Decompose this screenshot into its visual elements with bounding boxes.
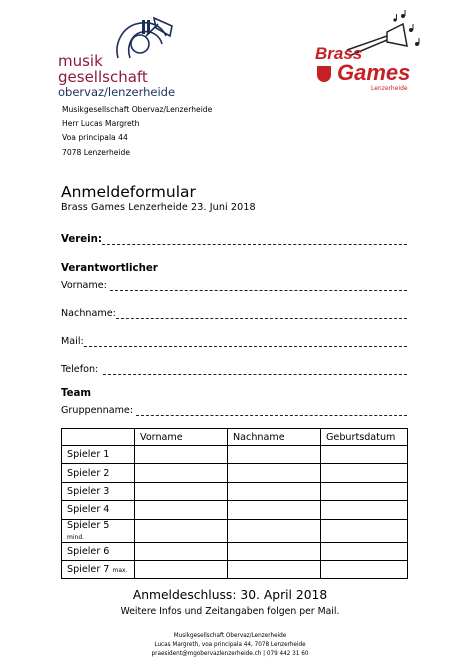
player-note: max.	[112, 567, 128, 575]
brass-games-logo	[307, 10, 425, 92]
nachname-cell[interactable]	[228, 560, 321, 578]
footer-line: Lucas Margreth, voa principala 44, 7078 Lenzerheide	[154, 641, 306, 648]
vorname-input-line[interactable]	[110, 281, 407, 291]
nachname-cell[interactable]	[228, 482, 321, 500]
table-header-cell: Vorname	[135, 429, 228, 446]
vorname-cell[interactable]	[135, 519, 228, 542]
mail-field	[61, 333, 407, 347]
verein-input-line[interactable]	[102, 235, 407, 245]
gruppenname-input-line[interactable]	[136, 406, 407, 416]
players-table	[61, 428, 408, 579]
form-title: Anmeldeformular	[61, 183, 196, 201]
table-row	[62, 501, 408, 519]
table-header-row	[62, 429, 408, 446]
player-label	[62, 519, 135, 542]
player-label	[62, 501, 135, 519]
mail-label: Mail:	[61, 336, 84, 347]
nachname-input-line[interactable]	[116, 309, 407, 319]
nachname-field	[61, 305, 407, 319]
address-block	[62, 103, 212, 160]
table-row	[62, 464, 408, 482]
table-header-cell: Nachname	[228, 429, 321, 446]
address-line: 7078 Lenzerheide	[62, 147, 131, 157]
player-label-text: Spieler 1	[67, 449, 110, 461]
player-label-text: Spieler 4	[67, 504, 110, 516]
telefon-input-line[interactable]	[103, 365, 407, 375]
player-label	[62, 464, 135, 482]
vorname-cell[interactable]	[135, 446, 228, 464]
telefon-field	[61, 361, 407, 375]
geburtsdatum-cell[interactable]	[321, 464, 408, 482]
mail-input-line[interactable]	[84, 337, 407, 347]
player-label	[62, 560, 135, 578]
footer-line: praesident@mgobervazlenzerheide.ch | 079 442 31 60	[151, 650, 309, 657]
nachname-cell[interactable]	[228, 542, 321, 560]
address-line: Musikgesellschaft Obervaz/Lenzerheide	[62, 105, 213, 114]
table-row	[62, 542, 408, 560]
nachname-cell[interactable]	[228, 446, 321, 464]
footer-line: Musikgesellschaft Obervaz/Lenzerheide	[173, 633, 287, 639]
logo-text-musik: musik	[58, 52, 103, 70]
logo-text-lenzerheide: Lenzerheide	[371, 85, 408, 92]
address-line: Voa principala 44	[62, 133, 128, 143]
table-header-cell	[62, 429, 135, 446]
geburtsdatum-cell[interactable]	[321, 560, 408, 578]
footer	[0, 632, 460, 658]
table-row	[62, 519, 408, 542]
player-label-text: Spieler 2	[67, 467, 110, 479]
logo-text-gesellschaft: gesellschaft	[58, 68, 148, 86]
nachname-cell[interactable]	[228, 501, 321, 519]
musikgesellschaft-logo	[58, 14, 178, 104]
geburtsdatum-cell[interactable]	[321, 446, 408, 464]
vorname-label: Vorname:	[61, 280, 107, 291]
vorname-cell[interactable]	[135, 560, 228, 578]
table-row	[62, 482, 408, 500]
geburtsdatum-cell[interactable]	[321, 519, 408, 542]
team-heading: Team	[61, 388, 91, 399]
gruppenname-field	[61, 402, 407, 416]
table-row	[62, 560, 408, 578]
form-subtitle: Brass Games Lenzerheide 23. Juni 2018	[61, 202, 256, 213]
gruppenname-label: Gruppenname:	[61, 405, 134, 416]
vorname-cell[interactable]	[135, 501, 228, 519]
table-header-cell: Geburtsdatum	[321, 429, 408, 446]
player-label-text: Spieler 3	[67, 485, 110, 497]
info-note: Weitere Infos und Zeitangaben folgen per Mail.	[120, 606, 340, 617]
player-label	[62, 446, 135, 464]
verein-field	[61, 231, 407, 245]
table-row	[62, 446, 408, 464]
player-label-text: Spieler 6	[67, 545, 110, 557]
player-label	[62, 542, 135, 560]
player-note: mind.	[67, 533, 85, 541]
logo-text-brass: Brass	[315, 44, 363, 63]
player-label-text: Spieler 7	[67, 564, 110, 576]
vorname-cell[interactable]	[135, 542, 228, 560]
vorname-cell[interactable]	[135, 464, 228, 482]
player-label-text: Spieler 5	[67, 519, 110, 531]
geburtsdatum-cell[interactable]	[321, 482, 408, 500]
coat-of-arms-icon	[317, 66, 331, 82]
address-line: Herr Lucas Margreth	[62, 119, 140, 129]
nachname-cell[interactable]	[228, 464, 321, 482]
verein-label: Verein:	[61, 234, 102, 245]
logo-text-location: obervaz/lenzerheide	[58, 85, 176, 99]
logo-text-games: Games	[337, 60, 411, 85]
horn-icon	[110, 14, 178, 64]
nachname-label: Nachname:	[61, 308, 116, 319]
geburtsdatum-cell[interactable]	[321, 501, 408, 519]
registration-deadline: Anmeldeschluss: 30. April 2018	[132, 588, 328, 602]
vorname-field	[61, 277, 407, 291]
player-label	[62, 482, 135, 500]
vorname-cell[interactable]	[135, 482, 228, 500]
telefon-label: Telefon:	[61, 364, 99, 375]
geburtsdatum-cell[interactable]	[321, 542, 408, 560]
verantwortlicher-heading: Verantwortlicher	[61, 263, 158, 274]
nachname-cell[interactable]	[228, 519, 321, 542]
